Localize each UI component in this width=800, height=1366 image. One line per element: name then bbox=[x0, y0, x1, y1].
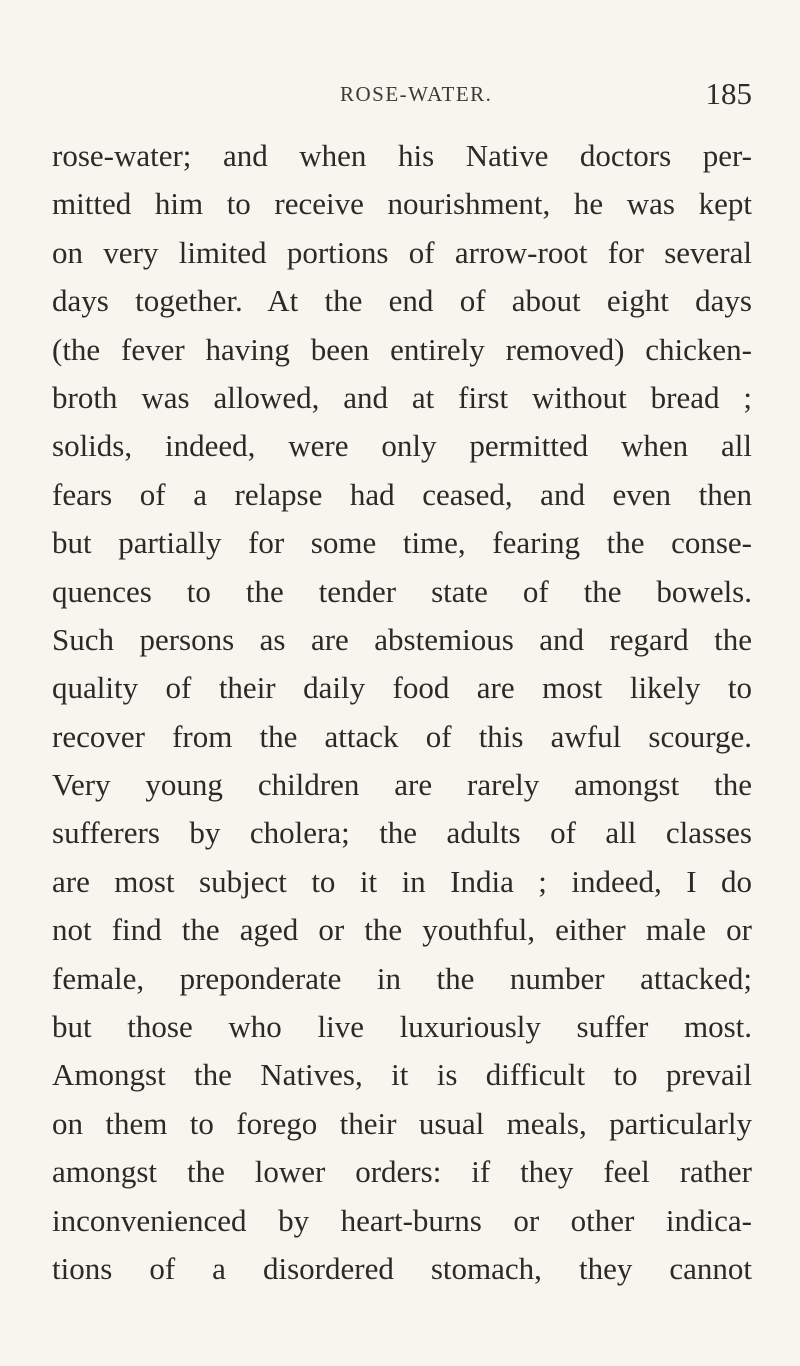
text-line: but partially for some time, fearing the conse- bbox=[52, 525, 752, 561]
text-line: recover from the attack of this awful scourge. bbox=[52, 718, 752, 754]
text-line: are most subject to it in India ; indeed, I do bbox=[52, 863, 752, 899]
running-head bbox=[52, 78, 752, 114]
text-line: female, preponderate in the number attacked; bbox=[52, 960, 752, 996]
body-text bbox=[52, 132, 752, 1293]
text-line: amongst the lower orders: if they feel rather bbox=[52, 1154, 752, 1190]
text-line: (the fever having been entirely removed) chicken- bbox=[52, 331, 752, 367]
text-line: solids, indeed, were only permitted when all bbox=[52, 428, 752, 464]
running-title: ROSE-WATER. bbox=[340, 82, 493, 106]
page-number: 185 bbox=[705, 76, 752, 111]
text-line: rose-water; and when his Native doctors per- bbox=[52, 138, 752, 173]
text-line: fears of a relapse had ceased, and even then bbox=[52, 476, 752, 512]
text-line: inconvenienced by heart-burns or other indica- bbox=[52, 1202, 752, 1238]
text-line: broth was allowed, and at first without bread ; bbox=[52, 379, 752, 415]
text-line: Amongst the Natives, it is difficult to prevail bbox=[52, 1057, 752, 1093]
text-line: Very young children are rarely amongst the bbox=[52, 767, 752, 803]
text-line: but those who live luxuriously suffer most. bbox=[52, 1009, 752, 1045]
text-line: on very limited portions of arrow-root for several bbox=[52, 234, 752, 270]
text-line: quality of their daily food are most likely to bbox=[52, 670, 752, 706]
text-line: tions of a disordered stomach, they cannot bbox=[52, 1250, 752, 1286]
text-line: quences to the tender state of the bowels. bbox=[52, 573, 752, 609]
text-line: mitted him to receive nourishment, he was kept bbox=[52, 186, 752, 222]
text-line: Such persons as are abstemious and regard the bbox=[52, 621, 752, 657]
text-line: on them to forego their usual meals, particularly bbox=[52, 1105, 752, 1141]
text-line: sufferers by cholera; the adults of all classes bbox=[52, 815, 752, 851]
text-line: not find the aged or the youthful, either male or bbox=[52, 912, 752, 948]
text-line: days together. At the end of about eight days bbox=[52, 283, 752, 319]
